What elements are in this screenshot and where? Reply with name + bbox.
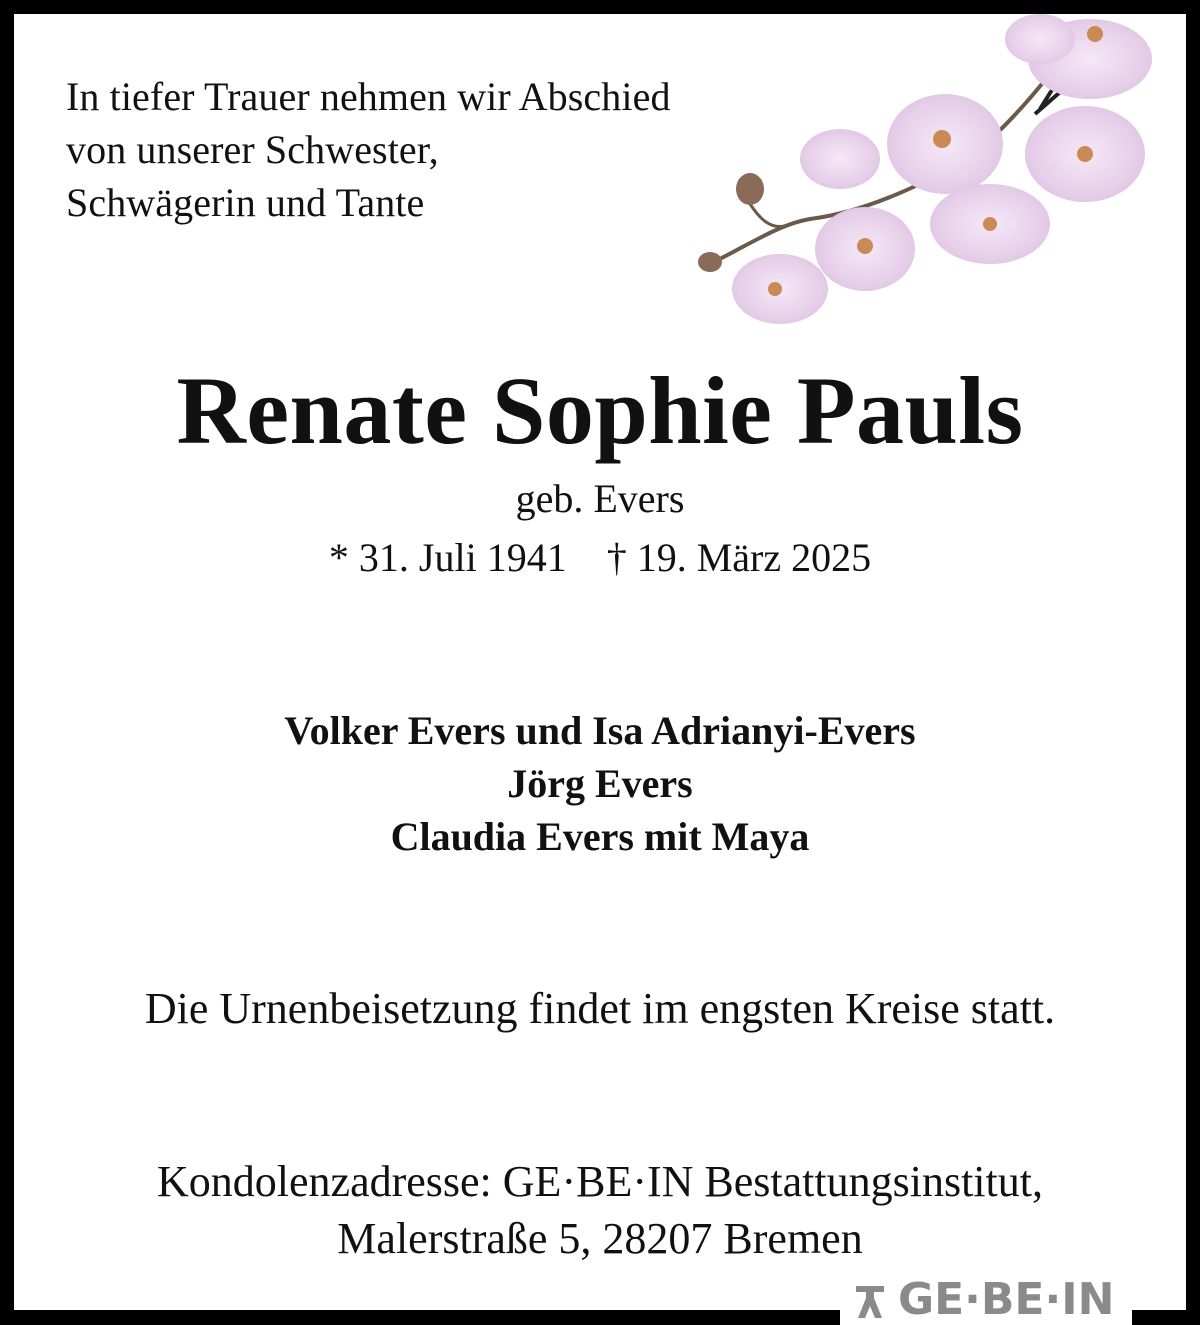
condolence-line: Kondolenzadresse: GE·BE·IN Bestattungsinstitut,: [157, 1157, 1043, 1206]
bottom-border-left: [0, 1310, 840, 1325]
intro-line: In tiefer Trauer nehmen wir Abschied: [66, 74, 671, 119]
mourner-name: Claudia Evers mit Maya: [390, 814, 810, 859]
gebein-logo: [848, 1274, 1130, 1325]
bottom-border-right: [1132, 1310, 1200, 1325]
mourners-list: [0, 704, 1200, 863]
birth-name: geb. Evers: [515, 476, 685, 521]
condolence-line: Malerstraße 5, 28207 Bremen: [337, 1214, 863, 1263]
life-dates: * 31. Juli 1941 † 19. März 2025: [328, 535, 872, 580]
intro-line: von unserer Schwester,: [66, 127, 439, 172]
logo-text: GE·BE·IN: [898, 1273, 1115, 1325]
intro-line: Schwägerin und Tante: [66, 180, 425, 225]
mourner-name: Volker Evers und Isa Adrianyi-Evers: [284, 708, 916, 753]
condolence-address: [0, 1153, 1200, 1267]
gebein-figure-icon: [848, 1278, 892, 1322]
burial-notice: Die Urnenbeisetzung findet im engsten Kreise statt.: [144, 984, 1056, 1033]
deceased-name: Renate Sophie Pauls: [176, 357, 1024, 464]
orchid-branch-icon: [690, 14, 1186, 334]
mourner-name: Jörg Evers: [507, 761, 693, 806]
